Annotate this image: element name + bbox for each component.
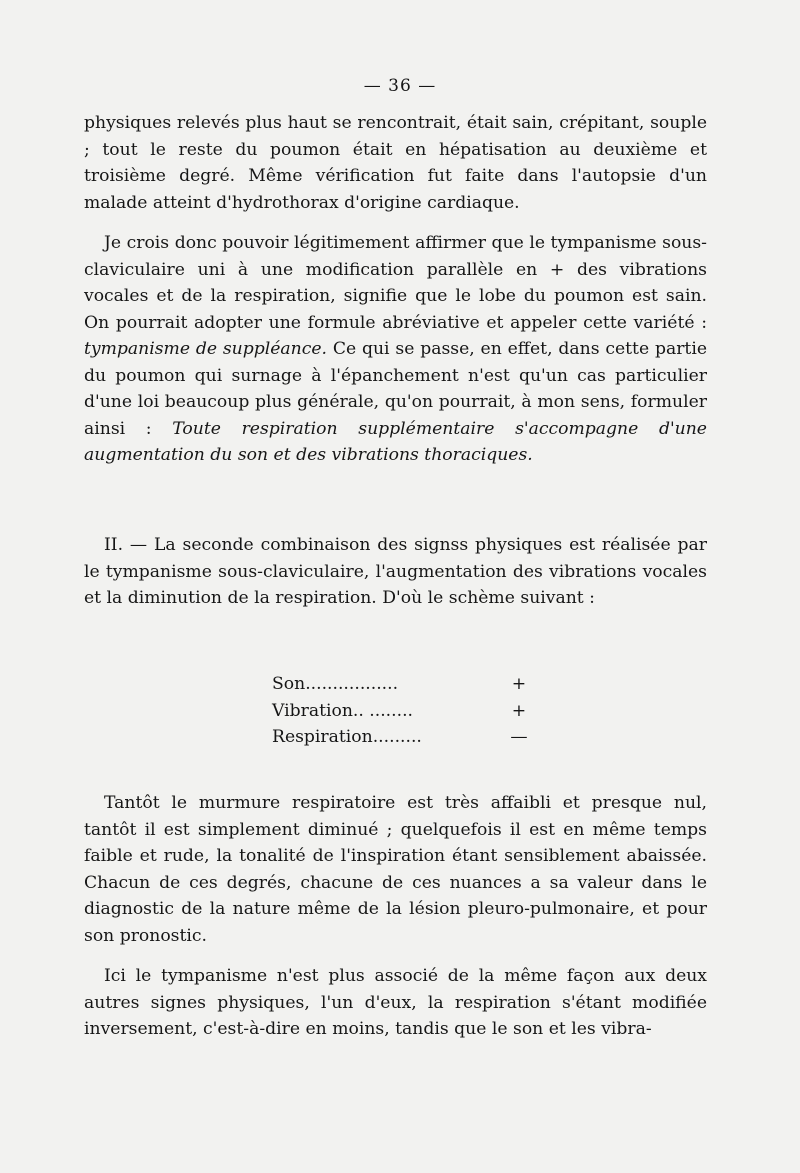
scheme-row-son: [272, 671, 532, 698]
scheme-sign: +: [511, 674, 527, 694]
italic-law: Toute respiration supplémentaire s'accompagne d'une augmentation du son et des vibrations thoraciques.: [84, 418, 707, 465]
signs-scheme: [272, 671, 532, 751]
scheme-label: Son.................: [272, 674, 399, 694]
scheme-sign: —: [510, 727, 528, 747]
italic-term: tympanisme de suppléance.: [84, 339, 327, 359]
paragraph-text: Ici le tympanisme n'est plus associé de la même façon aux deux autres signes physiques, l'un d'eux, la respiration s'étant modifiée inversement, c'est-à-dire en moins, tandis que le son et les vibra-: [84, 966, 707, 1039]
scheme-label: Vibration.. ........: [272, 700, 413, 721]
paragraph-second-combination: [84, 532, 707, 612]
paragraph-continuation: [84, 110, 707, 216]
scheme-label: Respiration.........: [272, 727, 422, 747]
scheme-row-respiration: [272, 724, 532, 751]
scheme-row-vibration: [272, 698, 532, 725]
paragraph-text: physiques relevés plus haut se rencontrait, était sain, crépitant, souple ; tout le reste du poumon était en hépatisation au deuxième et troisième degré. Même vérification fut faite dans l'autopsie d'un malade atteint d'hydrothorax d'origine cardiaque.: [84, 113, 707, 213]
paragraph-murmure-respiratoire: [84, 790, 707, 949]
paragraph-text: II. — La seconde combinaison des signss physiques est réalisée par le tympanisme sous-claviculaire, l'augmentation des vibrations vocales et la diminution de la respiration. D'où le schème suivant :: [84, 535, 707, 608]
scheme-sign: +: [511, 700, 527, 721]
paragraph-tympanisme-de-suppleance: [84, 230, 707, 469]
paragraph-text: Je crois donc pouvoir légitimement affirmer que le tympanisme sous-claviculaire uni à une modification parallèle en + des vibrations vocales et de la respiration, signifie que le lobe du poumon est sain. On pourrait adopter une formule abréviative et appeler cette variété :: [84, 233, 707, 333]
paragraph-text: Tantôt le murmure respiratoire est très affaibli et presque nul, tantôt il est simplement diminué ; quelquefois il est en même temps faible et rude, la tonalité de l'inspiration étant sensiblement abaissée. Chacun de ces degrés, chacune de ces nuances a sa valeur dans le diagnostic de la nature même de la lésion pleuro-pulmonaire, et pour son pronostic.: [84, 793, 707, 946]
paragraph-tympanisme-associe: [84, 963, 707, 1043]
page-number: — 36 —: [363, 76, 437, 96]
paragraph-text: Ce qui se passe, en effet, dans cette partie du poumon qui surnage à l'épanchement n'est qu'un cas particulier d'une loi beaucoup plus générale, qu'on pourrait, à mon sens, formuler ainsi :: [84, 339, 707, 439]
